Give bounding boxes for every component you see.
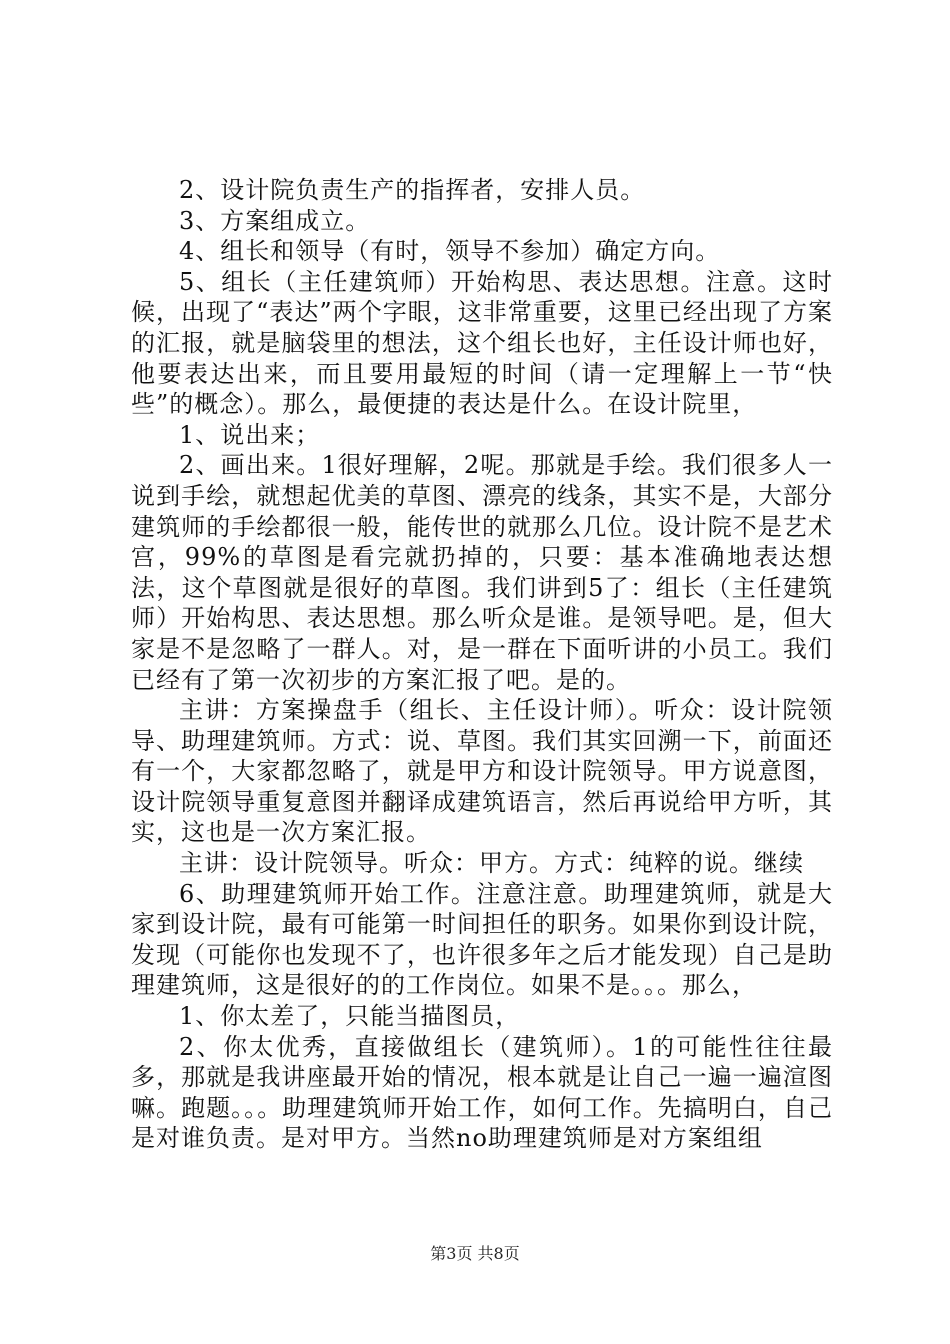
paragraph-1: 2、设计院负责生产的指挥者，安排人员。 bbox=[179, 176, 646, 204]
paragraph-6: 2、画出来。1很好理解，2呢。那就是手绘。我们很多人一说到手绘，就想起优美的草图、漂亮的线条，其实不是，大部分建筑师的手绘都很一般，能传世的就那么几位。设计院不是艺术宫，99%的草图是看完就扔掉的，只要：基本准确地表达想法，这个草图就是很好的草图。我们讲到5了：组长（主任建筑师）开始构思、表达思想。那么听众是谁。是领导吧。是，但大家是不是忽略了一群人。对，是一群在下面听讲的小员工。我们已经有了第一次初步的方案汇报了吧。是的。 bbox=[131, 451, 833, 694]
paragraph-11: 2、你太优秀，直接做组长（建筑师）。1的可能性往往最多，那就是我讲座最开始的情况，根本就是让自己一遍一遍渲图嘛。跑题。。。助理建筑师开始工作，如何工作。先搞明白，自己是对谁负责。是对甲方。当然no助理建筑师是对方案组组 bbox=[131, 1032, 833, 1153]
page-number-footer: 第3页 共8页 bbox=[430, 1244, 520, 1263]
paragraph-5: 1、说出来； bbox=[179, 420, 321, 449]
body-text bbox=[131, 175, 833, 1154]
paragraph-7: 主讲：方案操盘手（组长、主任设计师）。听众：设计院领导、助理建筑师。方式：说、草图。我们其实回溯一下，前面还有一个，大家都忽略了，就是甲方和设计院领导。甲方说意图，设计院领导重复意图并翻译成建筑语言，然后再说给甲方听，其实，这也是一次方案汇报。 bbox=[131, 696, 833, 847]
paragraph-9: 6、助理建筑师开始工作。注意注意。助理建筑师，就是大家到设计院，最有可能第一时间担任的职务。如果你到设计院，发现（可能你也发现不了，也许很多年之后才能发现）自己是助理建筑师，这是很好的的工作岗位。如果不是。。。那么， bbox=[131, 879, 833, 1000]
paragraph-8: 主讲：设计院领导。听众：甲方。方式：纯粹的说。继续 bbox=[179, 849, 804, 878]
paragraph-10: 1、你太差了，只能当描图员， bbox=[179, 1002, 521, 1031]
paragraph-2: 3、方案组成立。 bbox=[179, 206, 371, 235]
paragraph-4: 5、组长（主任建筑师）开始构思、表达思想。注意。这时候，出现了“表达”两个字眼，这非常重要，这里已经出现了方案的汇报，就是脑袋里的想法，这个组长也好，主任设计师也好，他要表达出来，而且要用最短的时间（请一定理解上一节“快些”的概念）。那么，最便捷的表达是什么。在设计院里， bbox=[131, 267, 833, 419]
paragraph-3: 4、组长和领导（有时，领导不参加）确定方向。 bbox=[179, 237, 721, 266]
